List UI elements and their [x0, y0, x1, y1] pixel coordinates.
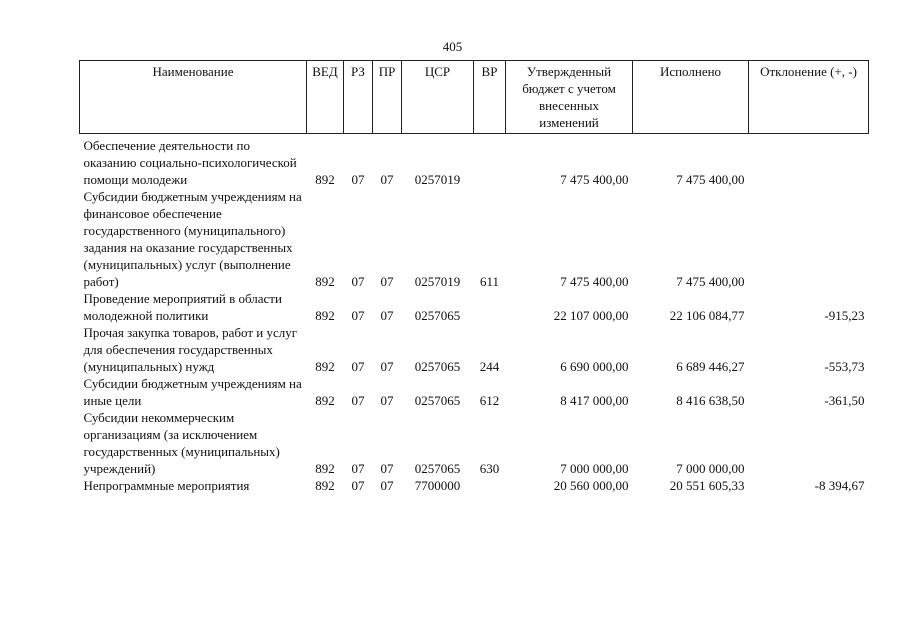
- row-rz: 07: [351, 478, 365, 493]
- page-number: 405: [442, 39, 463, 54]
- row-csr: 0257019: [414, 172, 461, 187]
- row-vr: [474, 290, 506, 324]
- row-executed: 7 475 400,00: [676, 274, 745, 289]
- table-row: [80, 188, 869, 290]
- row-csr: 0257065: [414, 461, 461, 476]
- row-vr: 630: [479, 461, 500, 476]
- row-rz: 07: [351, 274, 365, 289]
- row-pr: 07: [380, 359, 394, 374]
- row-approved: 7 000 000,00: [560, 461, 629, 476]
- row-approved: 6 690 000,00: [560, 359, 629, 374]
- row-vr: 244: [479, 359, 500, 374]
- table-header: [80, 61, 869, 134]
- budget-table: [79, 60, 869, 494]
- table-row: [80, 375, 869, 409]
- row-name: Субсидии некоммерческим организациям (за исключением государственных (муниципальных) учреждений): [83, 410, 280, 476]
- header-ved: ВЕД: [307, 61, 344, 134]
- row-vr: [474, 477, 506, 494]
- row-ved: 892: [315, 308, 335, 323]
- row-deviation: -915,23: [824, 308, 865, 323]
- row-rz: 07: [351, 172, 365, 187]
- row-vr: 612: [479, 393, 500, 408]
- table-body: [80, 134, 869, 495]
- table-row: [80, 290, 869, 324]
- row-rz: 07: [351, 461, 365, 476]
- row-executed: 8 416 638,50: [676, 393, 745, 408]
- row-approved: 7 475 400,00: [560, 274, 629, 289]
- row-name: Прочая закупка товаров, работ и услуг для обеспечения государственных (муниципальных) нужд: [83, 325, 298, 374]
- row-csr: 7700000: [414, 478, 461, 493]
- header-name: Наименование: [80, 61, 307, 134]
- row-pr: 07: [380, 308, 394, 323]
- header-vr: ВР: [474, 61, 506, 134]
- row-executed: 7 475 400,00: [676, 172, 745, 187]
- row-name: Субсидии бюджетным учреждениям на иные цели: [83, 376, 302, 408]
- row-ved: 892: [315, 478, 335, 493]
- table-row: [80, 409, 869, 477]
- row-pr: 07: [380, 274, 394, 289]
- row-csr: 0257065: [414, 393, 461, 408]
- row-approved: 20 560 000,00: [553, 478, 629, 493]
- row-ved: 892: [315, 461, 335, 476]
- header-csr: ЦСР: [402, 61, 474, 134]
- header-executed: Исполнено: [633, 61, 749, 134]
- row-name: Непрограммные мероприятия: [83, 478, 250, 493]
- row-ved: 892: [315, 393, 335, 408]
- row-rz: 07: [351, 308, 365, 323]
- row-vr: [474, 134, 506, 189]
- row-pr: 07: [380, 461, 394, 476]
- row-deviation: [749, 409, 869, 477]
- row-pr: 07: [380, 478, 394, 493]
- table-row: [80, 324, 869, 375]
- row-pr: 07: [380, 393, 394, 408]
- row-pr: 07: [380, 172, 394, 187]
- row-approved: 8 417 000,00: [560, 393, 629, 408]
- row-vr: 611: [479, 274, 500, 289]
- header-rz: РЗ: [344, 61, 373, 134]
- header-deviation: Отклонение (+, -): [749, 61, 869, 134]
- row-deviation: -8 394,67: [814, 478, 865, 493]
- row-name: Проведение мероприятий в области молодежной политики: [83, 291, 282, 323]
- row-ved: 892: [315, 274, 335, 289]
- row-deviation: -553,73: [824, 359, 865, 374]
- row-approved: 22 107 000,00: [553, 308, 629, 323]
- row-csr: 0257019: [414, 274, 461, 289]
- row-approved: 7 475 400,00: [560, 172, 629, 187]
- row-deviation: [749, 188, 869, 290]
- row-name: Субсидии бюджетным учреждениям на финансовое обеспечение государственного (муниципального) задания на оказание государственных (муниципальных) услуг (выполнение работ): [83, 189, 302, 289]
- row-csr: 0257065: [414, 308, 461, 323]
- header-approved: Утвержденный бюджет с учетом внесенных изменений: [506, 61, 633, 134]
- row-rz: 07: [351, 359, 365, 374]
- row-executed: 7 000 000,00: [676, 461, 745, 476]
- table-row: [80, 477, 869, 494]
- row-deviation: [749, 134, 869, 189]
- table-row: [80, 134, 869, 189]
- row-executed: 20 551 605,33: [669, 478, 745, 493]
- row-csr: 0257065: [414, 359, 461, 374]
- row-executed: 22 106 084,77: [669, 308, 745, 323]
- row-ved: 892: [315, 359, 335, 374]
- row-deviation: -361,50: [824, 393, 865, 408]
- header-pr: ПР: [373, 61, 402, 134]
- row-name: Обеспечение деятельности по оказанию социально-психологической помощи молодежи: [83, 138, 297, 187]
- row-ved: 892: [315, 172, 335, 187]
- row-executed: 6 689 446,27: [676, 359, 745, 374]
- row-rz: 07: [351, 393, 365, 408]
